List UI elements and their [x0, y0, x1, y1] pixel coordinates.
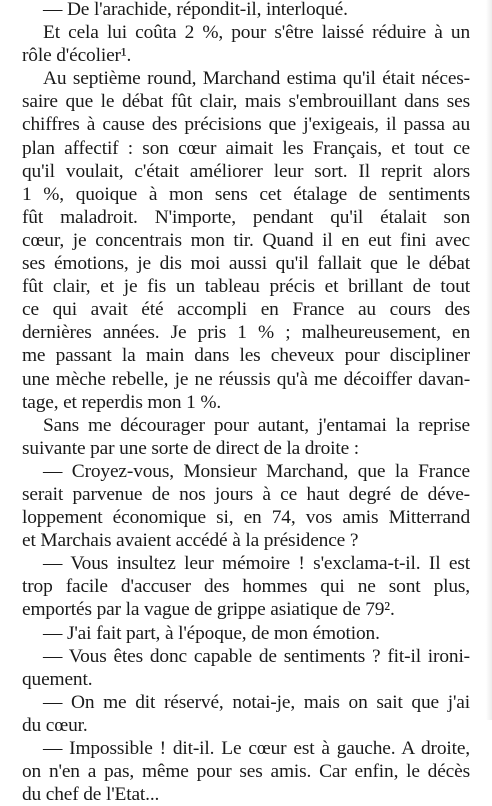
- text-line: — Vous êtes donc capable de sentiments ? fit-il ironi-: [43, 645, 470, 667]
- text-line: et Marchais avaient accédé à la présidence ?: [22, 530, 359, 552]
- text-line: trop facile d'accuser des hommes qui ne sont plus,: [22, 576, 470, 598]
- text-line: emportés par la vague de grippe asiatique de 79².: [22, 599, 395, 621]
- page-edge-shadow: [486, 0, 492, 720]
- text-line: ses émotions, je dis moi aussi qu'il fallait que le débat: [22, 253, 470, 275]
- text-line: saire que le débat fût clair, mais s'embrouillant dans ses: [22, 91, 470, 113]
- text-line: tage, et reperdis mon 1 %.: [22, 391, 222, 413]
- text-line: fût clair, et je fis un tableau précis et brillant de tout: [22, 276, 470, 298]
- text-line: du cœur.: [22, 714, 88, 736]
- text-line: loppement économique si, en 74, vos amis Mitterrand: [22, 507, 470, 529]
- text-line: — De l'arachide, répondit-il, interloqué.: [43, 0, 348, 20]
- text-line: — Vous insultez leur mémoire ! s'exclama-t-il. Il est: [43, 553, 470, 575]
- text-line: rôle d'écolier¹.: [22, 45, 132, 67]
- text-line: on n'en a pas, même pour ses amis. Car enfin, le décès: [22, 761, 470, 783]
- text-line: chiffres à cause des précisions que j'exigeais, il passa au: [22, 114, 470, 136]
- text-line: — J'ai fait part, à l'époque, de mon émotion.: [43, 622, 380, 644]
- text-line: me passant la main dans les cheveux pour discipliner: [22, 345, 470, 367]
- text-line: serait parvenue de nos jours à ce haut degré de déve-: [22, 483, 470, 505]
- text-line: — Impossible ! dit-il. Le cœur est à gauche. A droite,: [43, 738, 470, 759]
- text-line: ce qui avait été accompli en France au cours des: [22, 299, 470, 321]
- text-line: Au septième round, Marchand estima qu'il était néces-: [43, 68, 470, 90]
- text-line: dernières années. Je pris 1 % ; malheureusement, en: [22, 322, 470, 344]
- text-line: une mèche rebelle, je ne réussis qu'à me décoiffer davan-: [22, 368, 470, 390]
- text-line: cœur, je concentrais mon tir. Quand il en eut fini avec: [22, 229, 470, 251]
- text-line: fût maladroit. N'importe, pendant qu'il étalait son: [22, 206, 470, 228]
- text-line: 1 %, quoique à mon sens cet étalage de sentiments: [22, 183, 470, 205]
- text-line: Et cela lui coûta 2 %, pour s'être laissé réduire à un: [43, 22, 470, 44]
- text-line: — On me dit réservé, notai-je, mais on sait que j'ai: [43, 691, 470, 713]
- text-line: Sans me décourager pour autant, j'entamai la reprise: [43, 414, 470, 436]
- text-line: plan affectif : son cœur aimait les Français, et tout ce: [22, 137, 470, 159]
- text-line: du chef de l'Etat...: [22, 784, 160, 806]
- text-line: qu'il voulait, c'était améliorer leur sort. Il reprit alors: [22, 160, 470, 182]
- text-line: suivante par une sorte de direct de la droite :: [22, 437, 360, 459]
- body-text: [22, 0, 470, 806]
- text-line: quement.: [22, 668, 93, 690]
- text-line: — Croyez-vous, Monsieur Marchand, que la France: [43, 460, 470, 482]
